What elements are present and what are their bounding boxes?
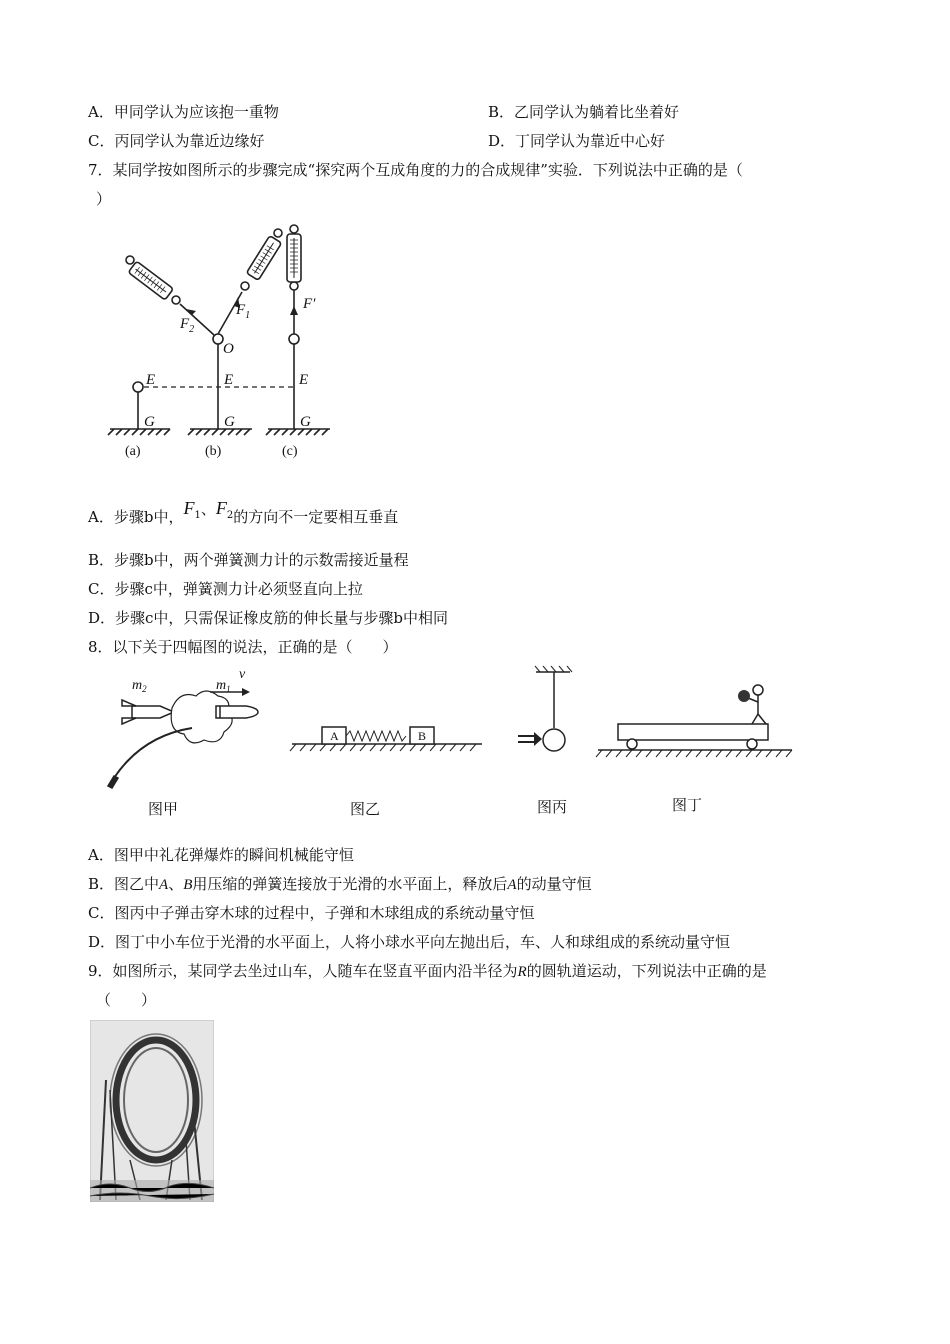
caption-ding: 图丁 [672,796,703,814]
caption-jia: 图甲 [148,800,179,818]
q7-option-a: A．步骤b中，$F_1$、$F_2$的方向不一定要相互垂直 [88,498,399,526]
q6-option-a: A．甲同学认为应该抱一重物 [88,103,279,121]
label-e-a: E [146,372,156,388]
label-e-b: E [224,372,234,388]
cart-illustration [596,685,792,757]
label-fprime: F′ [303,296,316,312]
label-g-b: G [224,414,235,430]
caption-yi: 图乙 [350,800,381,818]
q7-option-d: D．步骤c中，只需保证橡皮筋的伸长量与步骤b中相同 [88,609,449,627]
q8-figure [92,664,804,824]
q7-stem: 7．某同学按如图所示的步骤完成“探究两个互成角度的力的合成规律”实验．下列说法中正确的是（ [88,161,743,179]
caption-a: (a) [125,444,141,459]
q7-figure [92,220,362,465]
label-e-c: E [299,372,309,388]
q9-stem: 9．如图所示，某同学去坐过山车，人随车在竖直平面内沿半径为R的圆轨道运动，下列说法中正确的是 [88,962,767,980]
q7-stem-paren: ） [96,190,112,208]
block-b-label: B [418,729,427,743]
firework-illustration [108,691,258,788]
spring-blocks-illustration [290,727,482,751]
q8-option-d: D．图丁中小车位于光滑的水平面上，人将小球水平向左抛出后，车、人和球组成的系统动量守恒 [88,933,731,951]
block-a-label: A [330,729,339,743]
q6-option-d: D．丁同学认为靠近中心好 [488,132,666,150]
label-g-c: G [300,414,311,430]
q8-option-c: C．图丙中子弹击穿木球的过程中，子弹和木球组成的系统动量守恒 [88,904,535,922]
caption-bing: 图丙 [537,798,568,816]
label-v: v [239,667,246,682]
q7-option-c: C．步骤c中，弹簧测力计必须竖直向上拉 [88,580,363,598]
pendulum-illustration [518,666,572,751]
ground-b [188,429,252,435]
q7-option-b: B．步骤b中，两个弹簧测力计的示数需接近量程 [88,551,409,569]
label-g-a: G [144,414,155,430]
q6-option-c: C．丙同学认为靠近边缘好 [88,132,265,150]
label-o: O [223,341,234,357]
q6-option-b: B．乙同学认为躺着比坐着好 [488,103,680,121]
label-m1: $m_1$ [216,678,231,694]
label-f1: $F_1$ [236,302,251,321]
q9-stem-paren: （ ） [96,991,157,1009]
q8-option-a: A．图甲中礼花弹爆炸的瞬间机械能守恒 [88,846,354,864]
q8-stem: 8．以下关于四幅图的说法，正确的是（ ） [88,638,398,656]
label-f2: $F_2$ [180,316,195,335]
label-m2: $m_2$ [132,678,147,694]
ground-a [108,429,170,435]
ground-c [266,429,330,435]
roller-coaster-photo [90,1020,214,1202]
caption-b: (b) [205,444,222,459]
q8-option-b: B．图乙中A、B用压缩的弹簧连接放于光滑的水平面上，释放后A的动量守恒 [88,875,592,893]
caption-c: (c) [282,444,298,459]
